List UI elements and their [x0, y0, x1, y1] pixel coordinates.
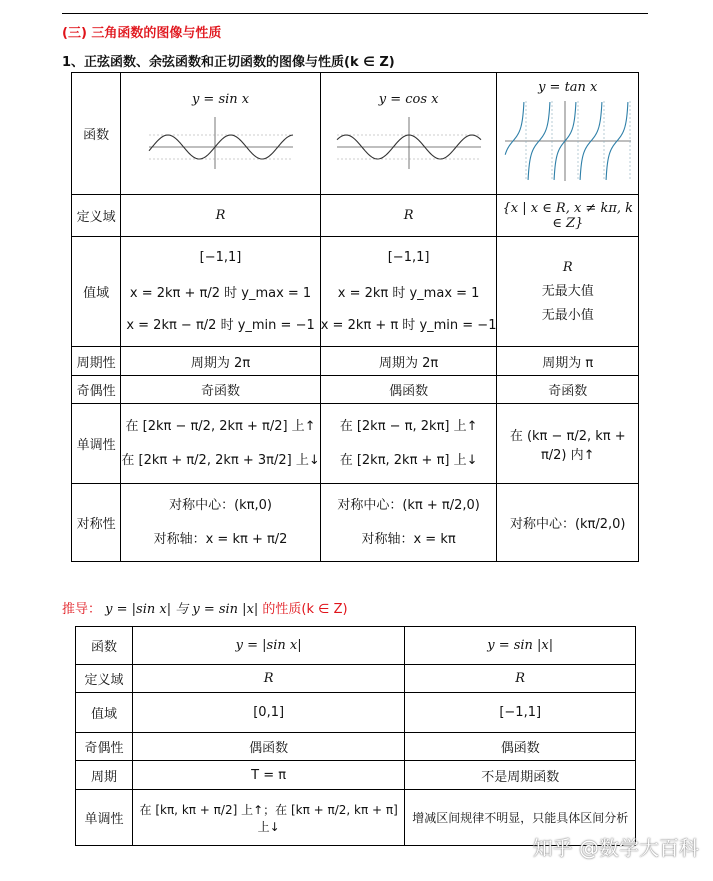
line: x = 2kπ + π 时 y_min = −1	[320, 317, 497, 333]
cell: 偶函数	[405, 733, 636, 761]
row-function	[72, 73, 639, 195]
line: 在 [2kπ, 2kπ + π] 上↓	[339, 452, 478, 468]
cell: 偶函数	[320, 376, 497, 404]
row-parity	[72, 376, 639, 404]
line: 无最小值	[541, 307, 594, 323]
line: 对称中心：(kπ,0)	[169, 497, 272, 513]
line: [−1,1]	[387, 249, 430, 265]
cell: 周期为 2π	[121, 347, 320, 376]
cell: R	[405, 665, 636, 693]
line: 在 [2kπ − π, 2kπ] 上↑	[339, 418, 478, 434]
row-label: 定义域	[76, 665, 133, 693]
line: [−1,1]	[199, 249, 242, 265]
cell: 奇函数	[497, 376, 639, 404]
cell: [0,1]	[132, 693, 404, 733]
tan-graph	[503, 99, 633, 183]
line: 无最大值	[541, 283, 594, 299]
section-title: (三) 三角函数的图像与性质	[62, 26, 222, 41]
row-label: 值域	[72, 237, 121, 347]
row-range	[72, 237, 639, 347]
row-label: 对称性	[72, 484, 121, 562]
line: 在 [2kπ + π/2, 2kπ + 3π/2] 上↓	[121, 452, 320, 468]
cell	[320, 484, 497, 562]
row-range	[76, 693, 636, 733]
line: x = 2kπ 时 y_max = 1	[337, 285, 480, 301]
line: 对称轴：x = kπ + π/2	[153, 531, 288, 547]
row-domain	[76, 665, 636, 693]
top-rule	[62, 13, 648, 14]
cell: 奇函数	[121, 376, 320, 404]
derive-label: 推导：	[62, 602, 102, 617]
row-label: 单调性	[76, 790, 133, 846]
row-monotonic	[72, 404, 639, 484]
cell	[121, 404, 320, 484]
watermark: 知乎 @数学大百科	[532, 836, 699, 860]
row-parity	[76, 733, 636, 761]
cell	[320, 404, 497, 484]
cell: 增减区间规律不明显，只能具体区间分析	[405, 790, 636, 846]
row-label: 奇偶性	[76, 733, 133, 761]
derive-suffix: 的性质(k ∈ Z)	[262, 602, 348, 617]
cell: y = |sin x|	[132, 627, 404, 665]
line: 在 [2kπ − π/2, 2kπ + π/2] 上↑	[125, 418, 316, 434]
row-period	[76, 761, 636, 790]
subtitle: 1、正弦函数、余弦函数和正切函数的图像与性质(k ∈ Z)	[62, 55, 395, 70]
cell: R	[132, 665, 404, 693]
row-function	[76, 627, 636, 665]
row-label: 定义域	[72, 195, 121, 237]
tan-title: y = tan x	[538, 80, 598, 95]
row-label: 奇偶性	[72, 376, 121, 404]
cell: 周期为 π	[497, 347, 639, 376]
cell: 不是周期函数	[405, 761, 636, 790]
line: x = 2kπ − π/2 时 y_min = −1	[126, 317, 315, 333]
cell: R	[121, 195, 320, 237]
row-period	[72, 347, 639, 376]
line: 对称轴：x = kπ	[361, 531, 456, 547]
tan-cell	[497, 73, 639, 195]
row-label: 函数	[76, 627, 133, 665]
cell	[320, 237, 497, 347]
sin-graph	[147, 113, 295, 171]
row-label: 周期性	[72, 347, 121, 376]
row-domain	[72, 195, 639, 237]
cos-graph	[335, 113, 483, 171]
cell: T = π	[132, 761, 404, 790]
line: R	[562, 259, 573, 275]
cell: y = sin |x|	[405, 627, 636, 665]
cell: 对称中心：(kπ/2,0)	[497, 484, 639, 562]
cell	[497, 237, 639, 347]
row-label: 周期	[76, 761, 133, 790]
row-label: 值域	[76, 693, 133, 733]
cell: 周期为 2π	[320, 347, 497, 376]
trig-properties-table	[71, 72, 639, 562]
cell	[121, 484, 320, 562]
row-symmetry	[72, 484, 639, 562]
cos-cell	[320, 73, 497, 195]
cell: {x | x ∈ R, x ≠ kπ, k ∈ Z}	[497, 195, 639, 237]
line: x = 2kπ + π/2 时 y_max = 1	[129, 285, 312, 301]
cell	[121, 237, 320, 347]
cell: [−1,1]	[405, 693, 636, 733]
cell: 偶函数	[132, 733, 404, 761]
cos-title: y = cos x	[378, 92, 439, 107]
cell: 在 [kπ, kπ + π/2] 上↑；在 [kπ + π/2, kπ + π] 上↓	[132, 790, 404, 846]
cell: R	[320, 195, 497, 237]
row-label: 单调性	[72, 404, 121, 484]
sin-cell	[121, 73, 320, 195]
sin-title: y = sin x	[191, 92, 250, 107]
row-label: 函数	[72, 73, 121, 195]
line: 对称中心：(kπ + π/2,0)	[337, 497, 480, 513]
abs-sine-table	[75, 626, 636, 846]
cell: 在 (kπ − π/2, kπ + π/2) 内↑	[497, 404, 639, 484]
derivation-heading	[62, 598, 348, 617]
derive-expr: y = |sin x| 与 y = sin |x|	[105, 602, 259, 617]
